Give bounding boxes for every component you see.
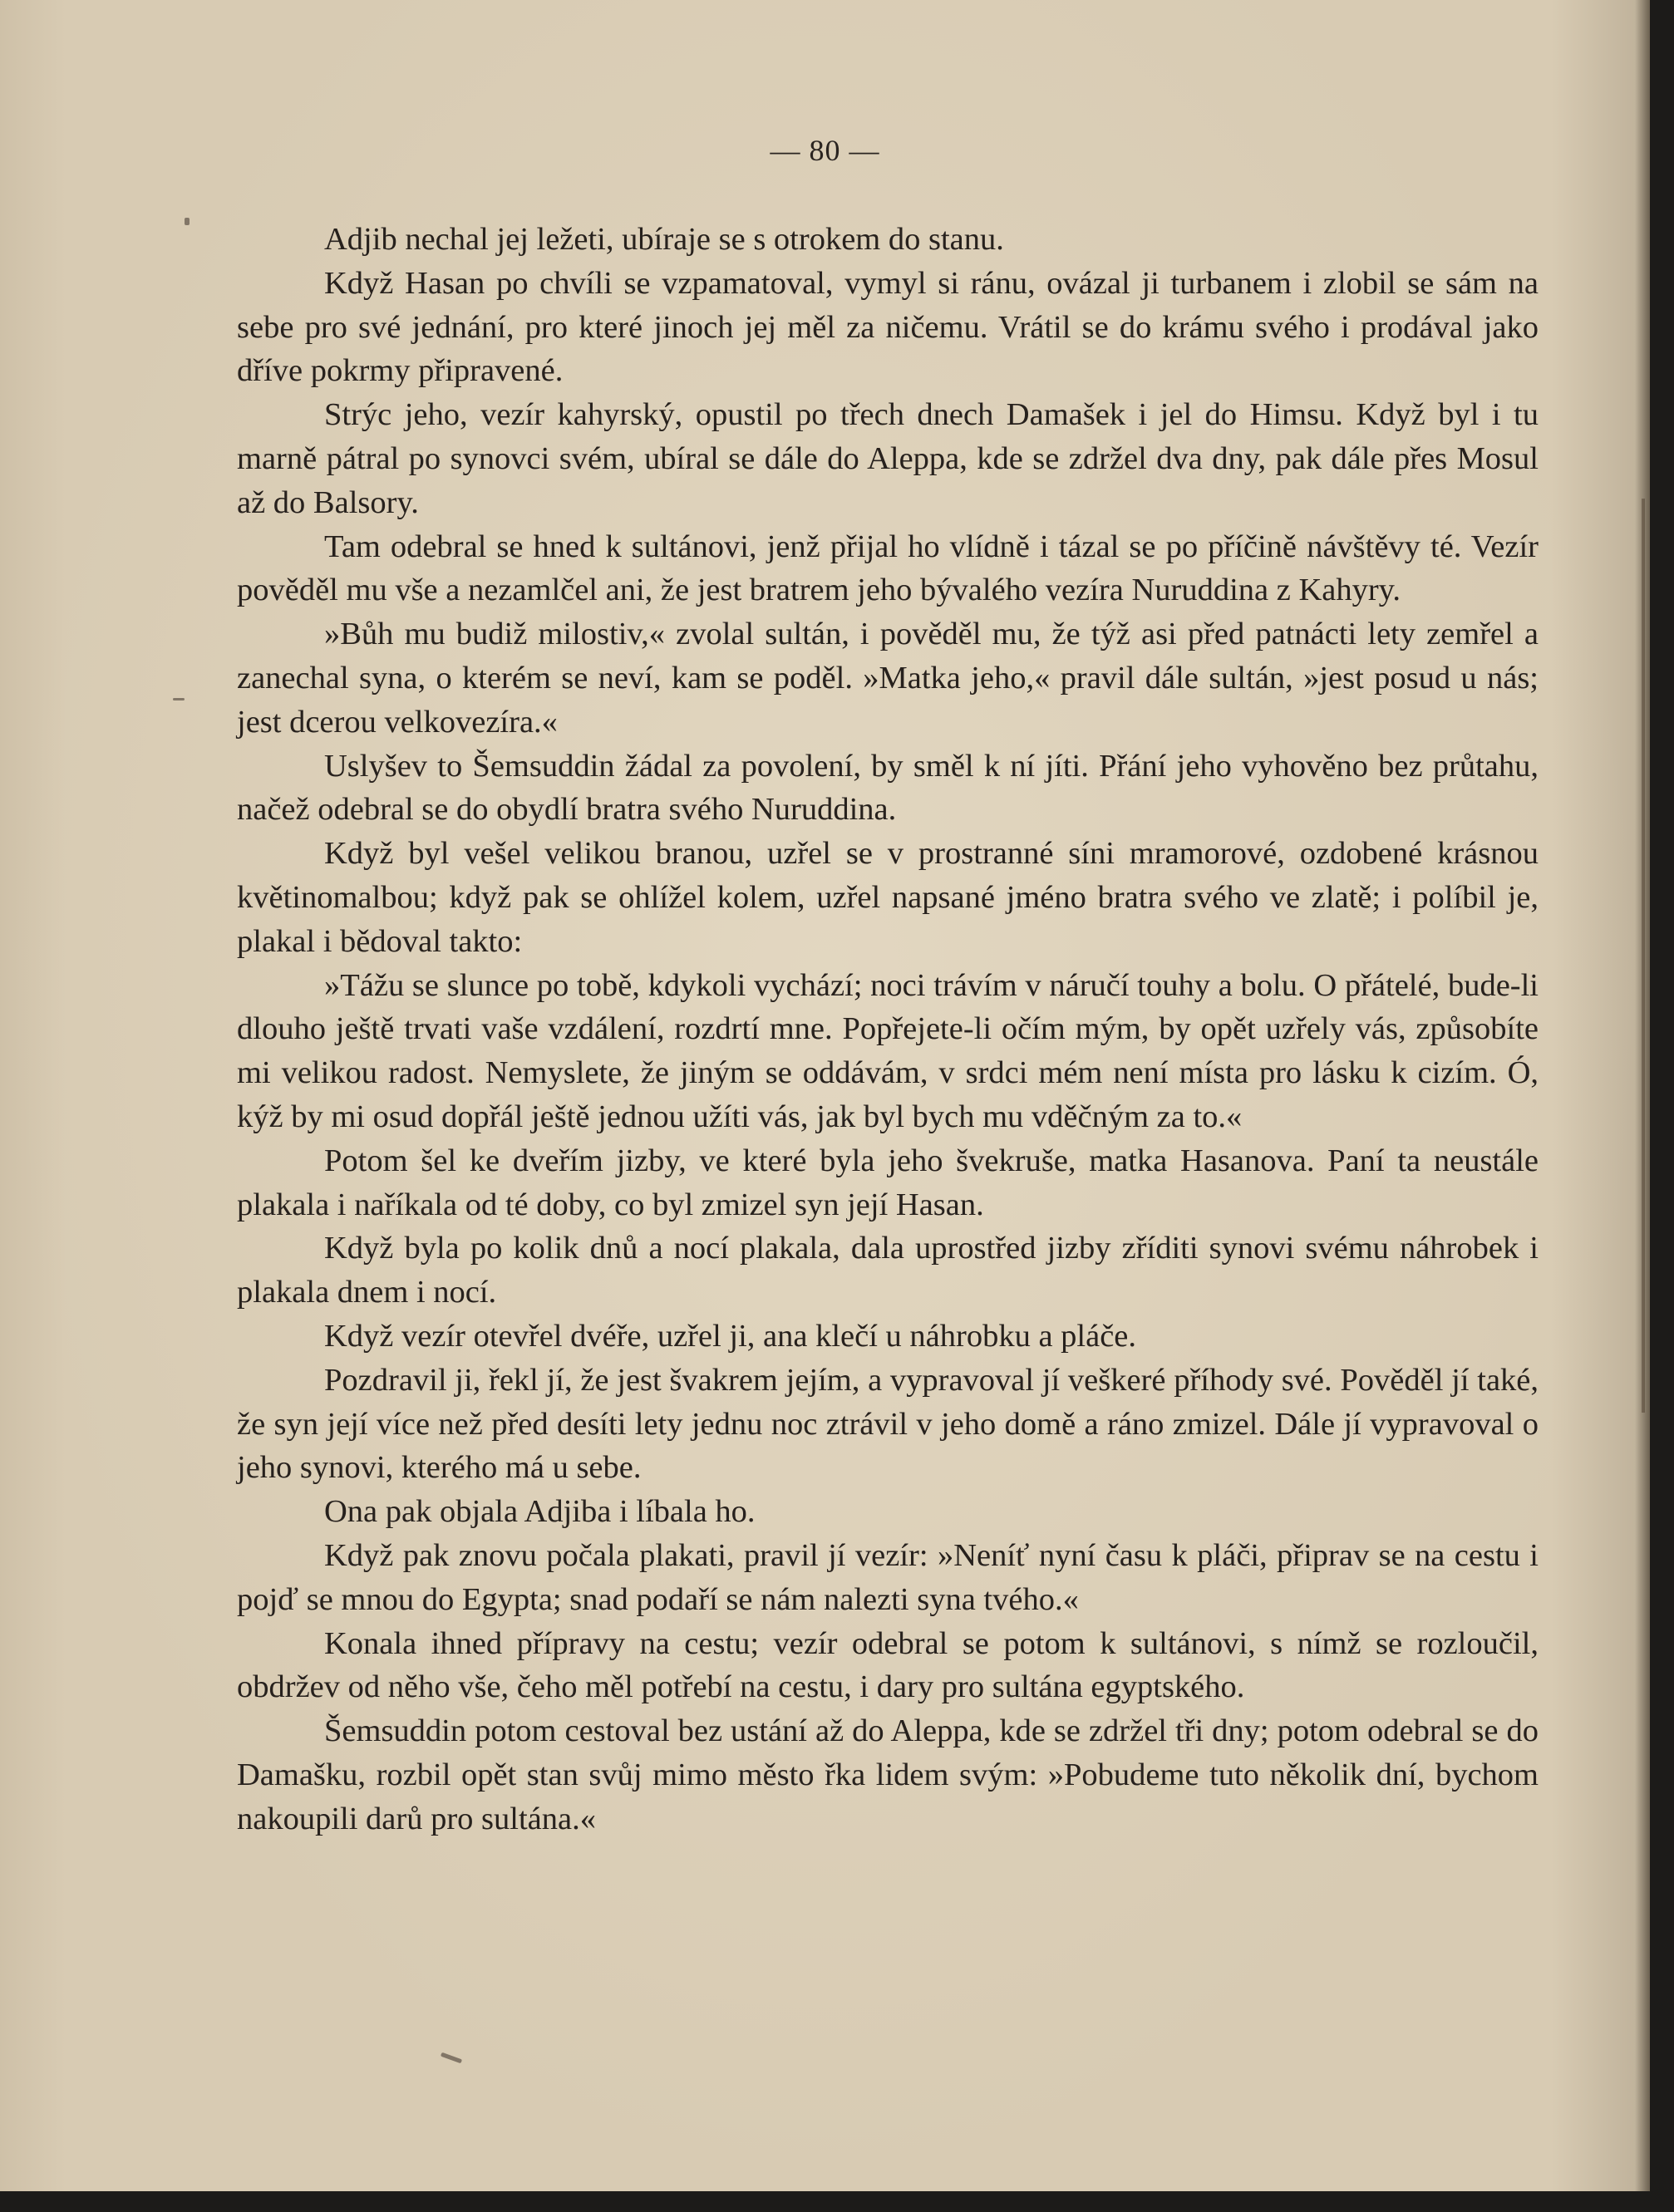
ink-speck: [173, 698, 185, 700]
paragraph: Když byl vešel velikou branou, uzřel se v prostranné síni mramorové, ozdobené krásnou květinomalbou; když pak se ohlížel kolem, uzřel napsané jméno bratra svého ve zlatě; i políbil je, plakal i bědoval takto:: [237, 836, 1539, 959]
paragraph: Když vezír otevřel dvéře, uzřel ji, ana klečí u náhrobku a pláče.: [324, 1318, 1137, 1354]
paragraph: Konala ihned přípravy na cestu; vezír odebral se potom k sultánovi, s nímž se rozloučil, obdržev od něho vše, čeho měl potřebí na cestu, i dary pro sultána egyptského.: [237, 1625, 1539, 1705]
ink-speck: [185, 218, 190, 225]
paragraph: Tam odebral se hned k sultánovi, jenž přijal ho vlídně i tázal se po příčině návštěvy té. Vezír pověděl mu vše a nezamlčel ani, že jest bratrem jeho bývalého vezíra Nuruddina z Kahyry.: [237, 528, 1539, 608]
page-number: — 80 —: [770, 134, 880, 167]
paragraph: Uslyšev to Šemsuddin žádal za povolení, by směl k ní jíti. Přání jeho vyhověno bez průtahu, načež odebral se do obydlí bratra svého Nuruddina.: [237, 748, 1539, 828]
paragraph: Adjib nechal jej ležeti, ubíraje se s otrokem do stanu.: [324, 222, 1004, 257]
body-text: [237, 218, 1539, 1841]
paragraph: »Bůh mu budiž milostiv,« zvolal sultán, i pověděl mu, že týž asi před patnácti lety zemřel a zanechal syna, o kterém se neví, kam se poděl. »Matka jeho,« pravil dále sultán, »jest posud u nás; jest dcerou velkovezíra.«: [237, 617, 1539, 740]
paragraph: Potom šel ke dveřím jizby, ve které byla jeho švekruše, matka Hasanova. Paní ta neustále plakala i naříkala od té doby, co byl zmizel syn její Hasan.: [237, 1143, 1539, 1222]
paragraph: Když Hasan po chvíli se vzpamatoval, vymyl si ránu, ovázal ji turbanem i zlobil se sám na sebe pro své jednání, pro které jinoch jej měl za ničemu. Vrátil se do krámu svého i prodával jako dříve pokrmy připravené.: [237, 265, 1539, 389]
paragraph: Když byla po kolik dnů a nocí plakala, dala uprostřed jizby zříditi synovi svému náhrobek i plakala dnem i nocí.: [237, 1231, 1539, 1310]
ink-speck: [441, 2052, 462, 2064]
paragraph: Ona pak objala Adjiba i líbala ho.: [324, 1494, 756, 1530]
paragraph: Pozdravil ji, řekl jí, že jest švakrem jejím, a vypravoval jí veškeré příhody své. Pověděl jí také, že syn její více než před desíti lety jednu noc ztrávil v jeho domě a ráno zmizel. Dále jí vypravoval o jeho synovi, kterého má u sebe.: [237, 1362, 1539, 1486]
page-edge-mark: [1642, 499, 1645, 1413]
paragraph: Šemsuddin potom cestoval bez ustání až do Aleppa, kde se zdržel tři dny; potom odebral se do Damašku, rozbil opět stan svůj mimo město řka lidem svým: »Pobudeme tuto několik dní, bychom nakoupili darů pro sultána.«: [237, 1713, 1539, 1836]
paragraph: Když pak znovu počala plakati, pravil jí vezír: »Neníť nyní času k pláči, připrav se na cestu i pojď se mnou do Egypta; snad podaří se nám nalezti syna tvého.«: [237, 1537, 1539, 1617]
paragraph: Strýc jeho, vezír kahyrský, opustil po třech dnech Damašek i jel do Himsu. Když byl i tu marně pátral po synovci svém, ubíral se dále do Aleppa, kde se zdržel dva dny, pak dále přes Mosul až do Balsory.: [237, 397, 1539, 520]
paragraph: »Tážu se slunce po tobě, kdykoli vychází; noci trávím v náručí touhy a bolu. O přátelé, bude-li dlouho ještě trvati vaše vzdálení, rozdrtí mne. Popřejete-li očím mým, by opět uzřely vás, způsobíte mi velikou radost. Nemyslete, že jiným se oddávám, v srdci mém není místa pro lásku k cizím. Ó, kýž by mi osud dopřál ještě jednou užíti vás, jak byl bych mu vděčným za to.«: [237, 967, 1539, 1134]
